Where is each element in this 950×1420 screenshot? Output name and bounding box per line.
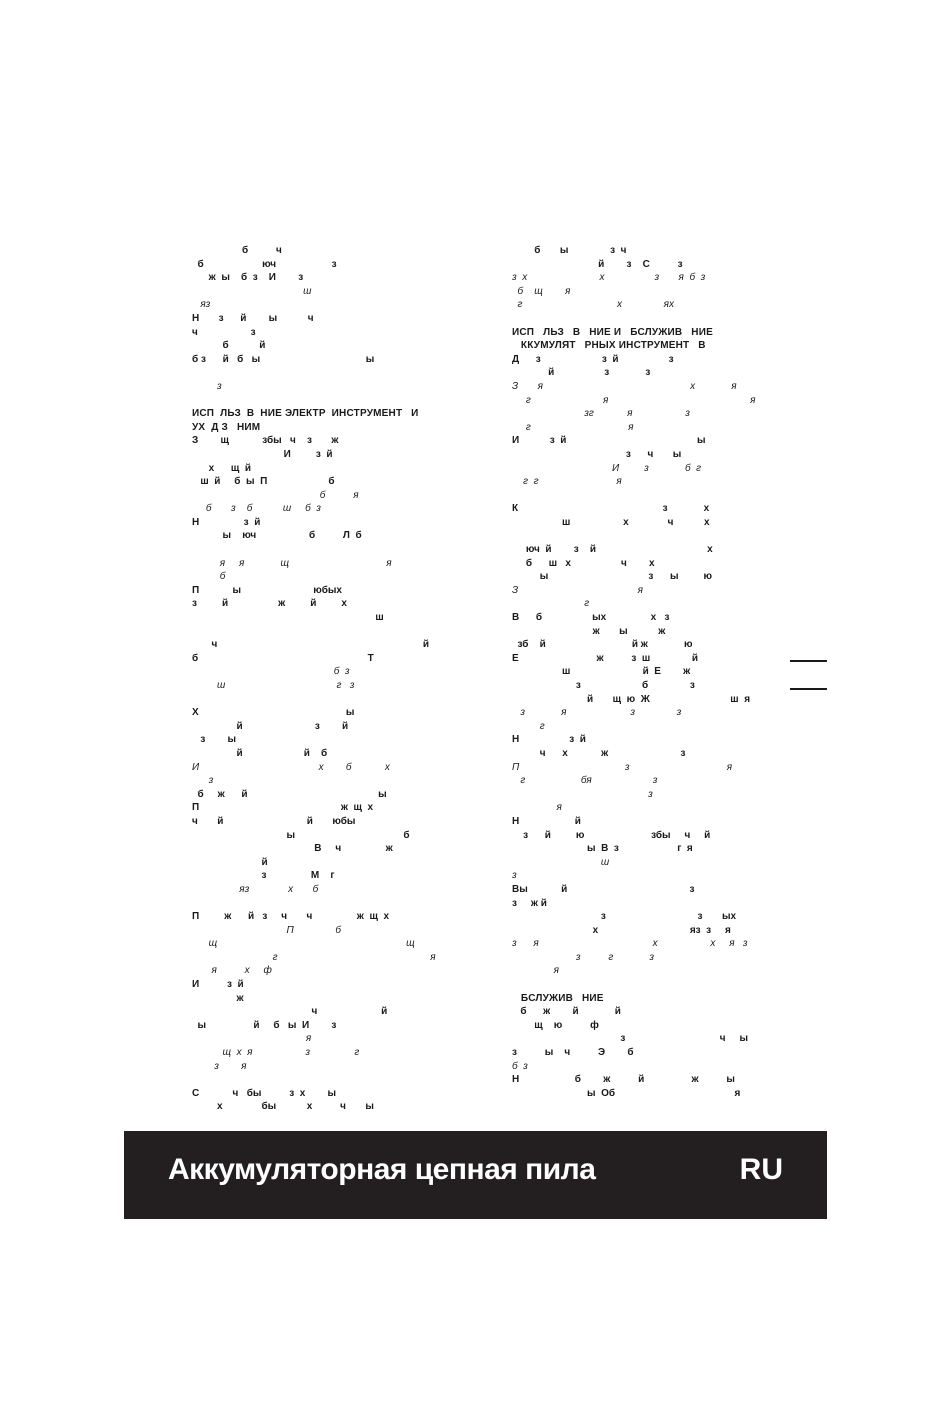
section-heading: ККУМУЛЯТ РНЫХ ИНСТРУМЕНТ В bbox=[512, 340, 706, 352]
text-line: б ы з ч bbox=[512, 245, 627, 256]
text-line: В б ых х з bbox=[512, 612, 670, 624]
text-line: з bbox=[192, 380, 222, 392]
text-line: П ж щ х bbox=[192, 802, 374, 814]
text-line: Х ы bbox=[192, 707, 355, 719]
text-line: б ч bbox=[192, 245, 282, 256]
text-line: ш й Е ж bbox=[512, 666, 691, 678]
text-line: ж ы б з И з bbox=[192, 272, 304, 284]
text-line: щ ю ф bbox=[512, 1019, 599, 1031]
text-line: И з й bbox=[192, 979, 244, 991]
text-line: х яз з я bbox=[512, 924, 731, 936]
text-line: П ж й з ч ч ж щ х bbox=[192, 911, 390, 923]
text-line: й щ ю Ж ш я bbox=[512, 693, 751, 705]
text-line: щ щ bbox=[192, 938, 415, 950]
text-line: зб й й ж ю bbox=[512, 639, 693, 651]
text-line: х щ й bbox=[192, 462, 252, 474]
text-line: з з ых bbox=[512, 911, 737, 923]
text-line: Н й bbox=[512, 815, 581, 827]
text-line: б з б ш б з bbox=[192, 503, 321, 515]
text-line: ч й й юбы bbox=[192, 815, 356, 827]
text-line: я х ф bbox=[192, 965, 272, 977]
section-heading: ИСП ЛЬЗ В НИЕ ЭЛЕКТР ИНСТРУМЕНТ И bbox=[192, 408, 419, 420]
text-line: з й ж й х bbox=[192, 598, 347, 610]
text-line: ш bbox=[512, 856, 610, 868]
text-line: ы з ы ю bbox=[512, 571, 713, 583]
text-line: й й б bbox=[192, 747, 328, 759]
section-heading: УХ Д З НИМ bbox=[192, 421, 261, 433]
text-line: Н з й bbox=[512, 734, 586, 746]
paragraph-gap bbox=[192, 394, 454, 408]
footer-title: Аккумуляторная цепная пила bbox=[168, 1153, 596, 1186]
text-line: П з я bbox=[512, 761, 733, 773]
text-line: б я bbox=[192, 489, 359, 501]
text-line: б з й б ы ы bbox=[192, 353, 375, 365]
text-line: П б bbox=[192, 924, 342, 936]
text-line: Н б ж й ж ы bbox=[512, 1074, 735, 1086]
text-line: з bbox=[512, 870, 517, 882]
text-line: б з bbox=[512, 1060, 528, 1072]
text-line: б з bbox=[192, 666, 350, 678]
text-line: ш х ч х bbox=[512, 516, 710, 528]
text-line: ш bbox=[192, 612, 384, 624]
margin-mark-bottom bbox=[790, 688, 827, 690]
text-line: г бя з bbox=[512, 775, 658, 787]
paragraph-gap bbox=[192, 897, 454, 911]
paragraph-gap bbox=[192, 366, 454, 380]
text-line: яз bbox=[192, 299, 211, 311]
text-line: з х х з я б з bbox=[512, 272, 706, 284]
text-line: б ж й ы bbox=[192, 788, 387, 800]
text-line: П ы юбых bbox=[192, 584, 342, 596]
text-line: Е ж з ш й bbox=[512, 652, 699, 664]
text-line: б щ я bbox=[512, 285, 571, 297]
text-line: б Т bbox=[192, 652, 374, 664]
text-line: з ж й bbox=[512, 897, 547, 909]
text-line: й bbox=[192, 856, 268, 868]
text-line: з М г bbox=[192, 870, 335, 882]
text-line: ы юч б Л б bbox=[192, 530, 362, 542]
text-line: И х б х bbox=[192, 761, 390, 773]
text-line: з ч ы bbox=[512, 1033, 749, 1045]
text-line: г г я bbox=[512, 476, 622, 488]
paragraph-gap bbox=[192, 693, 454, 707]
text-line: ч х ж з bbox=[512, 747, 686, 759]
section-heading: БСЛУЖИВ НИЕ bbox=[512, 992, 604, 1004]
text-line: з bbox=[512, 788, 653, 800]
text-line: яз х б bbox=[192, 883, 319, 895]
paragraph-gap bbox=[192, 625, 454, 639]
text-line: Н з й ы ч bbox=[192, 312, 314, 324]
text-line: я bbox=[192, 1033, 312, 1045]
text-line: В ч ж bbox=[192, 843, 393, 855]
text-line: г х ях bbox=[512, 299, 674, 311]
text-line: з г з bbox=[512, 951, 655, 963]
text-line: ы В з г я bbox=[512, 843, 693, 855]
text-line: ы Об я bbox=[512, 1087, 741, 1099]
text-line: г я bbox=[192, 951, 436, 963]
text-line: з bbox=[192, 775, 214, 787]
text-line: ш г з bbox=[192, 680, 355, 691]
text-line: з ы ч Э б bbox=[512, 1047, 634, 1059]
text-line: юч й з й х bbox=[512, 544, 713, 556]
text-line: б bbox=[192, 571, 226, 583]
text-line: ш й б ы П б bbox=[192, 476, 335, 488]
text-line: б ж й й bbox=[512, 1006, 621, 1018]
text-line: г я bbox=[512, 421, 634, 433]
text-line: ш bbox=[192, 285, 312, 297]
text-line: з ы bbox=[192, 734, 237, 746]
language-code: RU bbox=[739, 1153, 783, 1186]
text-line: И з б г bbox=[512, 462, 702, 474]
text-line: Н з й bbox=[192, 516, 261, 528]
paragraph-gap bbox=[512, 489, 782, 503]
text-line: Вы й з bbox=[512, 883, 695, 895]
text-line: б й bbox=[192, 340, 266, 352]
text-line: й з С з bbox=[512, 258, 683, 270]
section-heading: ИСП ЛЬЗ В НИЕ И БСЛУЖИВ НИЕ bbox=[512, 326, 713, 338]
paragraph-gap bbox=[512, 529, 782, 543]
text-line: г bbox=[512, 598, 590, 610]
text-line: ы й б ы И з bbox=[192, 1019, 337, 1031]
text-line: К з х bbox=[512, 503, 710, 515]
text-line: ы б bbox=[192, 829, 410, 841]
text-line: И з й ы bbox=[512, 435, 706, 447]
text-line: з я bbox=[192, 1060, 247, 1072]
left-text-column bbox=[192, 244, 454, 1114]
paragraph-gap bbox=[192, 543, 454, 557]
text-line: ч й bbox=[192, 639, 429, 651]
paragraph-gap bbox=[512, 312, 782, 326]
text-line: г я я bbox=[512, 394, 756, 406]
text-line: З щ збы ч з ж bbox=[192, 435, 339, 447]
text-line: Д з з й з bbox=[512, 353, 674, 365]
right-text-column bbox=[512, 244, 782, 1100]
text-line: б ш х ч х bbox=[512, 557, 655, 569]
text-line: И з й bbox=[192, 448, 333, 460]
text-line: З я bbox=[512, 584, 643, 596]
text-line: щ х я з г bbox=[192, 1047, 360, 1059]
paragraph-gap bbox=[192, 1073, 454, 1087]
text-line: я bbox=[512, 802, 562, 814]
text-line: з ч ы bbox=[512, 448, 682, 460]
margin-mark-top bbox=[790, 660, 827, 662]
text-line: х бы х ч ы bbox=[192, 1101, 374, 1113]
text-line: З я х я bbox=[512, 380, 737, 392]
text-line: г bbox=[512, 720, 545, 732]
text-line: й з з bbox=[512, 367, 651, 379]
text-line: з я з з bbox=[512, 707, 682, 719]
text-line: ч з bbox=[192, 326, 256, 338]
text-line: я bbox=[512, 965, 560, 977]
text-line: ж ы ж bbox=[512, 625, 666, 637]
paragraph-gap bbox=[512, 978, 782, 992]
text-line: б юч з bbox=[192, 258, 337, 270]
text-line: ч й bbox=[192, 1006, 388, 1018]
text-line: С ч бы з х ы bbox=[192, 1087, 337, 1099]
text-line: ж bbox=[192, 992, 244, 1004]
text-line: з й ю збы ч й bbox=[512, 829, 711, 841]
text-line: й з й bbox=[192, 720, 349, 732]
text-line: з б з bbox=[512, 680, 695, 691]
text-line: зг я з bbox=[512, 408, 690, 420]
footer-banner bbox=[124, 1131, 827, 1219]
text-line: з я х х я з bbox=[512, 938, 748, 950]
text-line: я я щ я bbox=[192, 557, 392, 569]
